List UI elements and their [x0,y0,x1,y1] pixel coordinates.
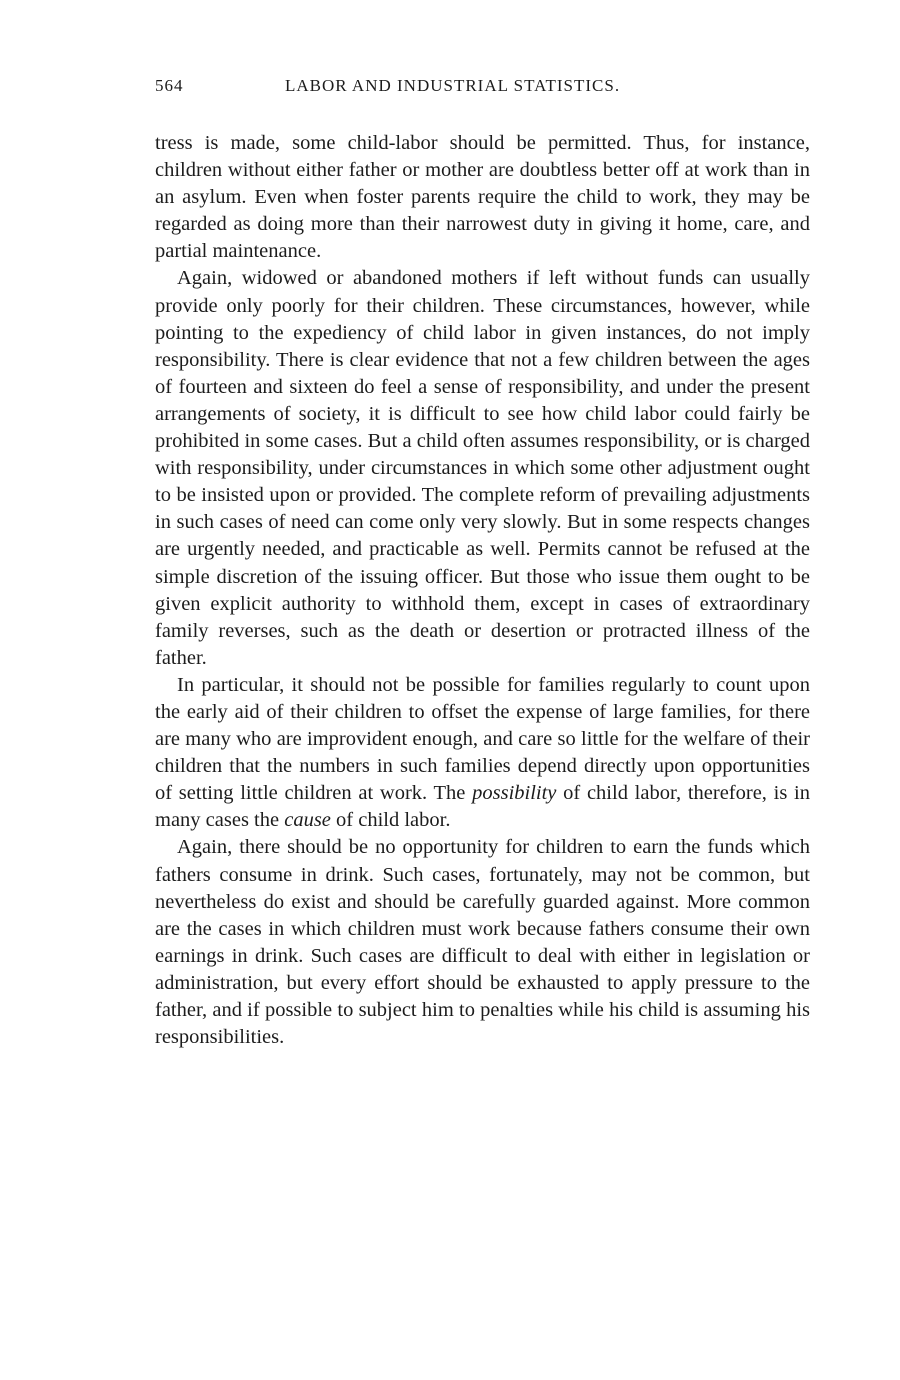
italic-cause: cause [284,809,331,832]
paragraph-1-text: tress is made, some child-labor should be permitted. Thus, for instance, children without either father or mother are doubtless better off at work than in an asylum. Even when foster parents require the child to work, they may be regarded as doing more than their narrowest duty in giving it home, care, and partial maintenance. [155,132,810,263]
page-number: 564 [155,76,184,95]
paragraph-2 [155,265,810,671]
paragraph-1 [155,130,810,265]
body-text [155,130,810,1051]
paragraph-3-text-b: of child labor, therefore, is in many cases the [155,782,810,832]
italic-possibility: possibility [472,782,557,805]
paragraph-2-text: Again, widowed or abandoned mothers if left without funds can usually provide only poorly for their children. These circumstances, however, while pointing to the expediency of child labor in given instances, do not imply responsibility. There is clear evidence that not a few children between the ages of fourteen and sixteen do feel a sense of responsibility, and under the present arrangements of society, it is difficult to see how child labor could fairly be prohibited in some cases. But a child often assumes responsibility, or is charged with responsibility, under circumstances in which some other adjustment ought to be insisted upon or provided. The complete reform of prevailing adjustments in such cases of need can come only very slowly. But in some respects changes are urgently needed, and practicable as well. Permits cannot be refused at the simple discretion of the issuing officer. But those who issue them ought to be given explicit authority to withhold them, except in cases of extraordinary family reverses, such as the death or desertion or protracted illness of the father. [155,267,810,669]
running-title: LABOR AND INDUSTRIAL STATISTICS. [285,76,621,95]
paragraph-3-text-c: of child labor. [330,809,451,832]
paragraph-3 [155,672,810,835]
paragraph-4-text: Again, there should be no opportunity for children to earn the funds which fathers consume in drink. Such cases, fortunately, may not be common, but nevertheless do exist and should be carefully guarded against. More common are the cases in which children must work because fathers consume their own earnings in drink. Such cases are difficult to deal with either in legislation or administration, but every effort should be exhausted to apply pressure to the father, and if possible to subject him to penalties while his child is assuming his responsibilities. [155,836,810,1049]
paragraph-3-text-a: In particular, it should not be possible for families regularly to count upon the early aid of their children to offset the expense of large families, for there are many who are improvident enough, and care so little for the welfare of their children that the numbers in such families depend directly upon opportunities of setting little children at work. The [155,673,810,805]
paragraph-4 [155,834,810,1051]
running-head [155,76,810,102]
